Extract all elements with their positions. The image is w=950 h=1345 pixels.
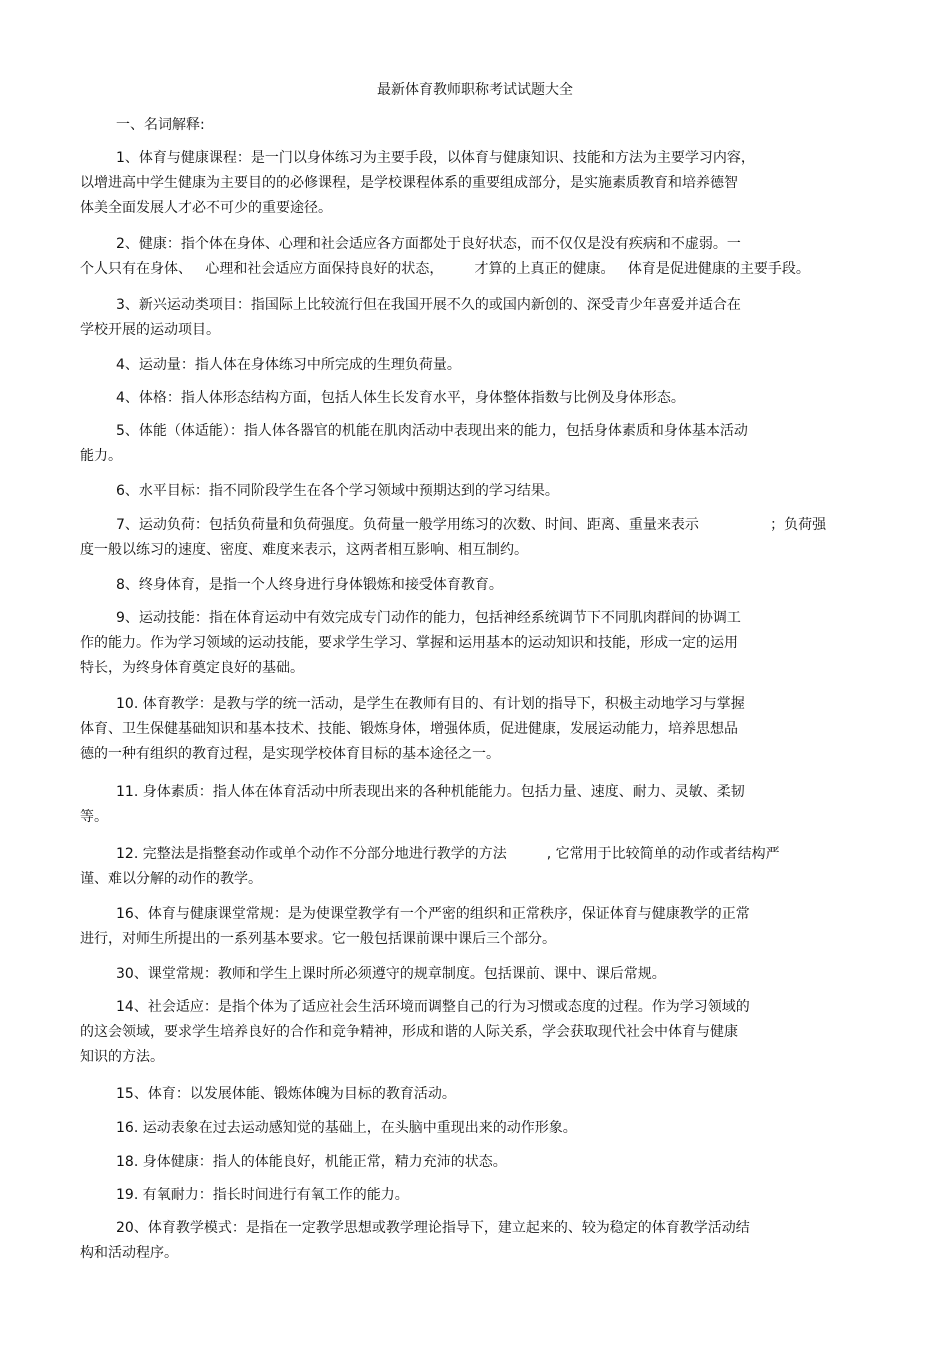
paragraph-line: 体育、卫生保健基础知识和基本技术、技能、锻炼身体，增强体质，促进健康，发展运动能力，培养思想品 [80,721,738,737]
paragraph-line: 11. 身体素质：指人体在体育活动中所表现出来的各种机能能力。包括力量、速度、耐力、灵敏、柔韧 [116,784,745,800]
paragraph-line: 20、体育教学模式：是指在一定教学思想或教学理论指导下，建立起来的、较为稳定的体育教学活动结 [116,1220,750,1236]
definition-paragraph [80,1150,870,1175]
definition-paragraph [80,692,870,767]
definition-paragraph [80,513,870,563]
paragraph-line: 5、体能（体适能）：指人体各器官的机能在肌肉活动中表现出来的能力，包括身体素质和身体基本活动 [116,423,748,439]
definition-paragraph [80,962,870,987]
definition-paragraph [80,146,870,221]
paragraph-line: 作的能力。作为学习领域的运动技能，要求学生学习、掌握和运用基本的运动知识和技能，形成一定的运用 [80,635,738,651]
definition-paragraph [80,1116,870,1141]
paragraph-line: 进行，对师生所提出的一系列基本要求。它一般包括课前课中课后三个部分。 [80,931,556,947]
paragraph-line: 9、运动技能：指在体育运动中有效完成专门动作的能力，包括神经系统调节下不同肌肉群间的协调工 [116,610,741,626]
definition-paragraph [80,386,870,411]
paragraph-line: 构和活动程序。 [80,1245,178,1261]
paragraph-line: 18. 身体健康：指人的体能良好，机能正常，精力充沛的状态。 [116,1154,507,1170]
paragraph-line: 30、课堂常规：教师和学生上课时所必须遵守的规章制度。包括课前、课中、课后常规。 [116,966,666,982]
definition-paragraph [80,606,870,681]
paragraph-line: 等。 [80,809,108,825]
definition-paragraph [80,573,870,598]
paragraph-line: 个人只有在身体、 心理和社会适应方面保持良好的状态， 才算的上真正的健康。 体育是促进健康的主要手段。 [80,261,810,277]
paragraph-line: 谨、难以分解的动作的教学。 [80,871,262,887]
paragraph-line: 学校开展的运动项目。 [80,322,220,338]
paragraph-line: 的这会领域，要求学生培养良好的合作和竞争精神，形成和谐的人际关系，学会获取现代社会中体育与健康 [80,1024,738,1040]
paragraph-line: 能力。 [80,448,122,464]
definition-paragraph [80,902,870,952]
paragraph-line: 体美全面发展人才必不可少的重要途径。 [80,200,332,216]
paragraph-line: 特长，为终身体育奠定良好的基础。 [80,660,304,676]
paragraph-line: 以增进高中学生健康为主要目的的必修课程，是学校课程体系的重要组成部分，是实施素质教育和培养德智 [80,175,738,191]
paragraph-line: 4、运动量：指人体在身体练习中所完成的生理负荷量。 [116,357,461,373]
paragraph-line: 知识的方法。 [80,1049,164,1065]
paragraph-line: 7、运动负荷：包括负荷量和负荷强度。负荷量一般学用练习的次数、时间、距离、重量来表示 ；负荷强 [116,517,827,533]
paragraph-line: 15、体育：以发展体能、锻炼体魄为目标的教育活动。 [116,1086,456,1102]
paragraph-line: 16、体育与健康课堂常规：是为使课堂教学有一个严密的组织和正常秩序，保证体育与健康教学的正常 [116,906,750,922]
definition-paragraph [80,842,870,892]
definition-paragraph [80,995,870,1070]
paragraph-line: 德的一种有组织的教育过程，是实现学校体育目标的基本途径之一。 [80,746,500,762]
definition-paragraph [80,1183,870,1208]
definition-paragraph [80,1082,870,1107]
paragraph-line: 16. 运动表象在过去运动感知觉的基础上，在头脑中重现出来的动作形象。 [116,1120,577,1136]
paragraph-line: 19. 有氧耐力：指长时间进行有氧工作的能力。 [116,1187,409,1203]
paragraph-line: 度一般以练习的速度、密度、难度来表示，这两者相互影响、相互制约。 [80,542,528,558]
paragraph-line: 8、终身体育，是指一个人终身进行身体锻炼和接受体育教育。 [116,577,503,593]
paragraph-line: 1、体育与健康课程：是一门以身体练习为主要手段，以体育与健康知识、技能和方法为主要学习内容， [116,150,755,166]
definition-paragraph [80,293,870,343]
definition-paragraph [80,780,870,830]
paragraph-line: 6、水平目标：指不同阶段学生在各个学习领域中预期达到的学习结果。 [116,483,559,499]
definition-paragraph [80,419,870,469]
paragraph-line: 2、健康：指个体在身体、心理和社会适应各方面都处于良好状态，而不仅仅是没有疾病和不虚弱。一 [116,236,741,252]
page-title: 最新体育教师职称考试试题大全 [377,82,573,98]
paragraph-line: 14、社会适应：是指个体为了适应社会生活环境而调整自己的行为习惯或态度的过程。作为学习领域的 [116,999,750,1015]
paragraph-line: 12. 完整法是指整套动作或单个动作不分部分地进行教学的方法 , 它常用于比较简单的动作或者结构严 [116,846,780,862]
definition-paragraph [80,232,870,282]
paragraph-line: 3、新兴运动类项目：指国际上比较流行但在我国开展不久的或国内新创的、深受青少年喜爱并适合在 [116,297,741,313]
section-heading: 一、名词解释: [116,117,205,133]
definition-paragraph [80,1216,870,1266]
paragraph-line: 10. 体育教学：是教与学的统一活动，是学生在教师有目的、有计划的指导下，积极主动地学习与掌握 [116,696,745,712]
definition-paragraph [80,479,870,504]
definition-paragraph [80,353,870,378]
paragraph-line: 4、体格：指人体形态结构方面，包括人体生长发育水平，身体整体指数与比例及身体形态。 [116,390,685,406]
